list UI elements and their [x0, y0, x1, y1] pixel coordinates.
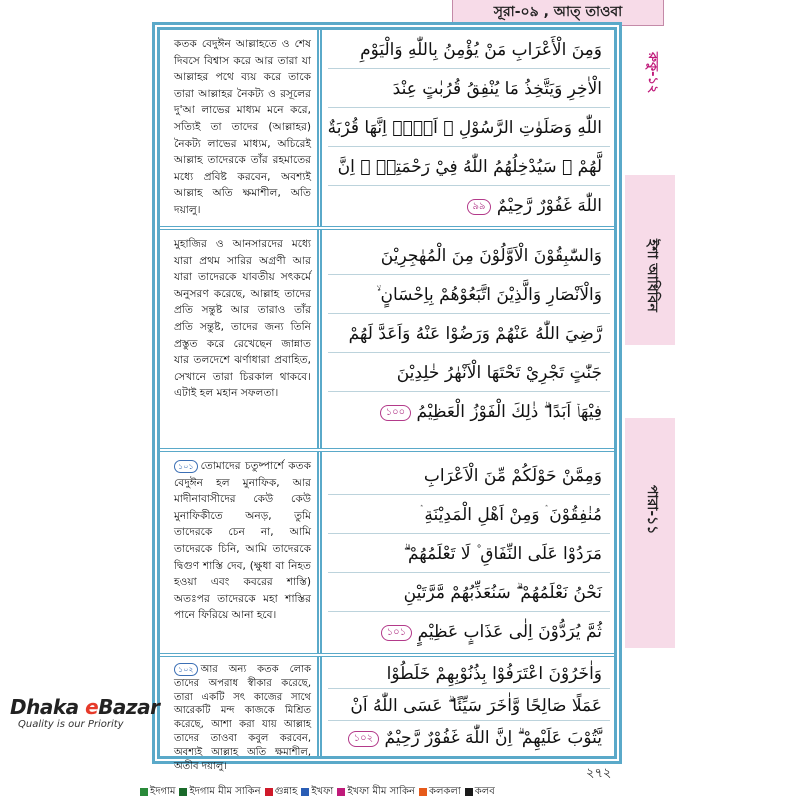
arabic-line-text: فِيْهَاۤ اَبَدًا ۗ ذٰلِكَ الْفَوْزُ الْعَظِيْمُ: [416, 402, 602, 422]
bangla-text: তোমাদের চতুষ্পার্শে কতক বেদুঈন হল মুনাফিক, আর মাদীনাবাসীদের কেউ কেউ মুনাফিকীতে অনড়, তুমি তাদেরকে চেন না, আমি তাদেরকে চিনি, আমি তাদেরকে দ্বিগুণ শাস্তি দেব, (ক্ষুধা বা নিহত হওয়া এবং কবরের শাস্তি) অতঃপর তাদেরকে মহা শাস্তির পানে ফিরিয়ে আনা হবে।: [174, 460, 311, 622]
surah-title: সূরা-০৯ , আত্ তাওবা: [452, 0, 664, 26]
legend-item: ইদগাম: [140, 784, 175, 801]
arabic-line: لَّهُمْ ۗ سَيُدْخِلُهُمُ اللّٰهُ فِيْ رَحْمَتِهٖ ۗ اِنَّ: [328, 147, 610, 186]
legend-item: ইখফা: [301, 784, 333, 801]
legend-swatch: [337, 788, 345, 796]
arabic-line-text: اللّٰهَ غَفُوْرٌ رَّحِيْمٌ: [496, 196, 602, 216]
tajweed-legend: [140, 784, 800, 800]
arabic-line: نَحْنُ نَعْلَمُهُمْ ۗ سَنُعَذِّبُهُمْ مَّرَّتَيْنِ: [328, 573, 610, 612]
verse-number-badge: ১০১: [174, 460, 198, 473]
arabic-text: [328, 236, 610, 448]
legend-swatch: [301, 788, 309, 796]
brand-logo: [10, 695, 190, 745]
ruku-label: রুকু-১২: [645, 52, 660, 94]
arabic-line: [328, 186, 610, 225]
arabic-line: مَرَدُوْا عَلَى النِّفَاقِ ۫ لَا تَعْلَمُهُمْ ۗ: [328, 534, 610, 573]
legend-item: গুন্নাহ: [265, 784, 298, 801]
para-label: পারা-১১: [644, 485, 660, 535]
arabic-line: الْاٰخِرِ وَيَتَّخِذُ مَا يُنْفِقُ قُرُبٰتٍ عِنْدَ: [328, 69, 610, 108]
arabic-text: [328, 657, 610, 756]
brand-name: Dhaka eBazar: [10, 695, 160, 719]
legend-swatch: [265, 788, 273, 796]
legend-swatch: [179, 788, 187, 796]
arabic-text: [328, 30, 610, 226]
legend-swatch: [465, 788, 473, 796]
verse-row: [160, 230, 614, 452]
ayah-number-badge: ৯৯: [467, 199, 492, 215]
legend-swatch: [419, 788, 427, 796]
arabic-line: وَمِمَّنْ حَوْلَكُمْ مِّنَ الْاَعْرَابِ: [328, 456, 610, 495]
page-number: ২৭২: [586, 766, 612, 781]
arabic-line-text: ثُمَّ يُرَدُّوْنَ اِلٰى عَذَابٍ عَظِيْمٍ: [417, 622, 602, 642]
arabic-line: [328, 721, 610, 753]
ayah-number-badge: ১০২: [348, 731, 380, 747]
legend-item: কলকলা: [419, 784, 461, 801]
ayah-number-badge: ১০১: [381, 625, 412, 641]
arabic-line: وَالْاَنْصَارِ وَالَّذِيْنَ اتَّبَعُوْهُمْ بِاِحْسَانٍ ۙ: [328, 275, 610, 314]
section-tab-label: ইশা আধিবিন: [644, 238, 660, 312]
arabic-line: مُنٰفِقُوْنَ ۛ وَمِنْ اَهْلِ الْمَدِيْنَةِ ۛ: [328, 495, 610, 534]
arabic-line-text: يَّتُوْبَ عَلَيْهِمْ ۗ اِنَّ اللّٰهَ غَفُوْرٌ رَّحِيْمٌ: [384, 728, 602, 748]
arabic-text: [328, 456, 610, 653]
arabic-line: وَاٰخَرُوْنَ اعْتَرَفُوْا بِذُنُوْبِهِمْ خَلَطُوْا: [328, 657, 610, 689]
verse-row: [160, 657, 614, 772]
arabic-line: رَّضِيَ اللّٰهُ عَنْهُمْ وَرَضُوْا عَنْهُ وَاَعَدَّ لَهُمْ: [328, 314, 610, 353]
legend-swatch: [140, 788, 148, 796]
arabic-line: [328, 392, 610, 431]
bangla-text: আর অন্য কতক লোক তাদের অপরাধ স্বীকার করেছে, তারা একটি সৎ কাজের সাথে আরেকটি মন্দ কাজকে মিশ্রিত করেছে, আশা করা যায় আল্লাহ তাদের তাওবা কবুল করবেন, অবশ্যই আল্লাহ অতি ক্ষমাশীল, অতীব দয়ালু।: [174, 664, 311, 772]
verse-row: [160, 30, 614, 230]
arabic-line: جَنّٰتٍ تَجْرِيْ تَحْتَهَا الْاَنْهٰرُ خٰلِدِيْنَ: [328, 353, 610, 392]
verse-number-badge: ১০২: [174, 663, 198, 676]
arabic-line: وَمِنَ الْأَعْرَابِ مَنْ يُؤْمِنُ بِاللّٰهِ وَالْيَوْمِ: [328, 30, 610, 69]
brand-tagline: Quality is our Priority: [18, 719, 124, 730]
bangla-translation: মুহাজির ও আনসারদের মধ্যে যারা প্রথম সারির অগ্রণী আর যারা তাদেরকে যাবতীয় সৎকর্মে অনুসরণ করেছে, আল্লাহ তাদের প্রতি সন্তুষ্ট আর তারাও তাঁর প্রতি সন্তুষ্ট, তাদের জন্য তিনি প্রস্তুত করে রেখেছেন জান্নাত যার তলদেশে ঝর্ণাধারা প্রবাহিত, সেখানে তারা চিরকাল থাকবে। এটাই হল মহান সফলতা।: [160, 230, 322, 448]
page-frame: [152, 22, 622, 772]
arabic-line: وَالسّٰبِقُوْنَ الْاَوَّلُوْنَ مِنَ الْمُهٰجِرِيْنَ: [328, 236, 610, 275]
bangla-translation: [160, 452, 322, 653]
arabic-line: عَمَلًا صَالِحًا وَّاٰخَرَ سَيِّئًا ۗ عَسَى اللّٰهُ اَنْ: [328, 689, 610, 721]
bangla-translation: কতক বেদুঈন আল্লাহতে ও শেষ দিবসে বিশ্বাস করে আর তারা যা আল্লাহর পথে ব্যয় করে তাকে তারা আল্লাহর নৈকট্য ও রসূলের দু'আ লাভের মাধ্যম মনে করে, সত্যিই তা তাদের (আল্লাহর) নৈকট্য লাভের মাধ্যম, অচিরেই আল্লাহ তাদেরকে তাঁর রহমাতের মধ্যে প্রবিষ্ট করবেন, অবশ্যই আল্লাহ অতি ক্ষমাশীল, অতি দয়ালু।: [160, 30, 322, 226]
legend-item: ইখফা মীম সাকিন: [337, 784, 415, 801]
legend-item: ইদগাম মীম সাকিন: [179, 784, 260, 801]
legend-item: কলব: [465, 784, 495, 801]
verse-row: [160, 452, 614, 657]
arabic-line: [328, 612, 610, 651]
ayah-number-badge: ১০০: [380, 405, 412, 421]
arabic-line: اللّٰهِ وَصَلَوٰتِ الرَّسُوْلِ ۗ اَلَاۤ اِنَّهَا قُرْبَةٌ: [328, 108, 610, 147]
